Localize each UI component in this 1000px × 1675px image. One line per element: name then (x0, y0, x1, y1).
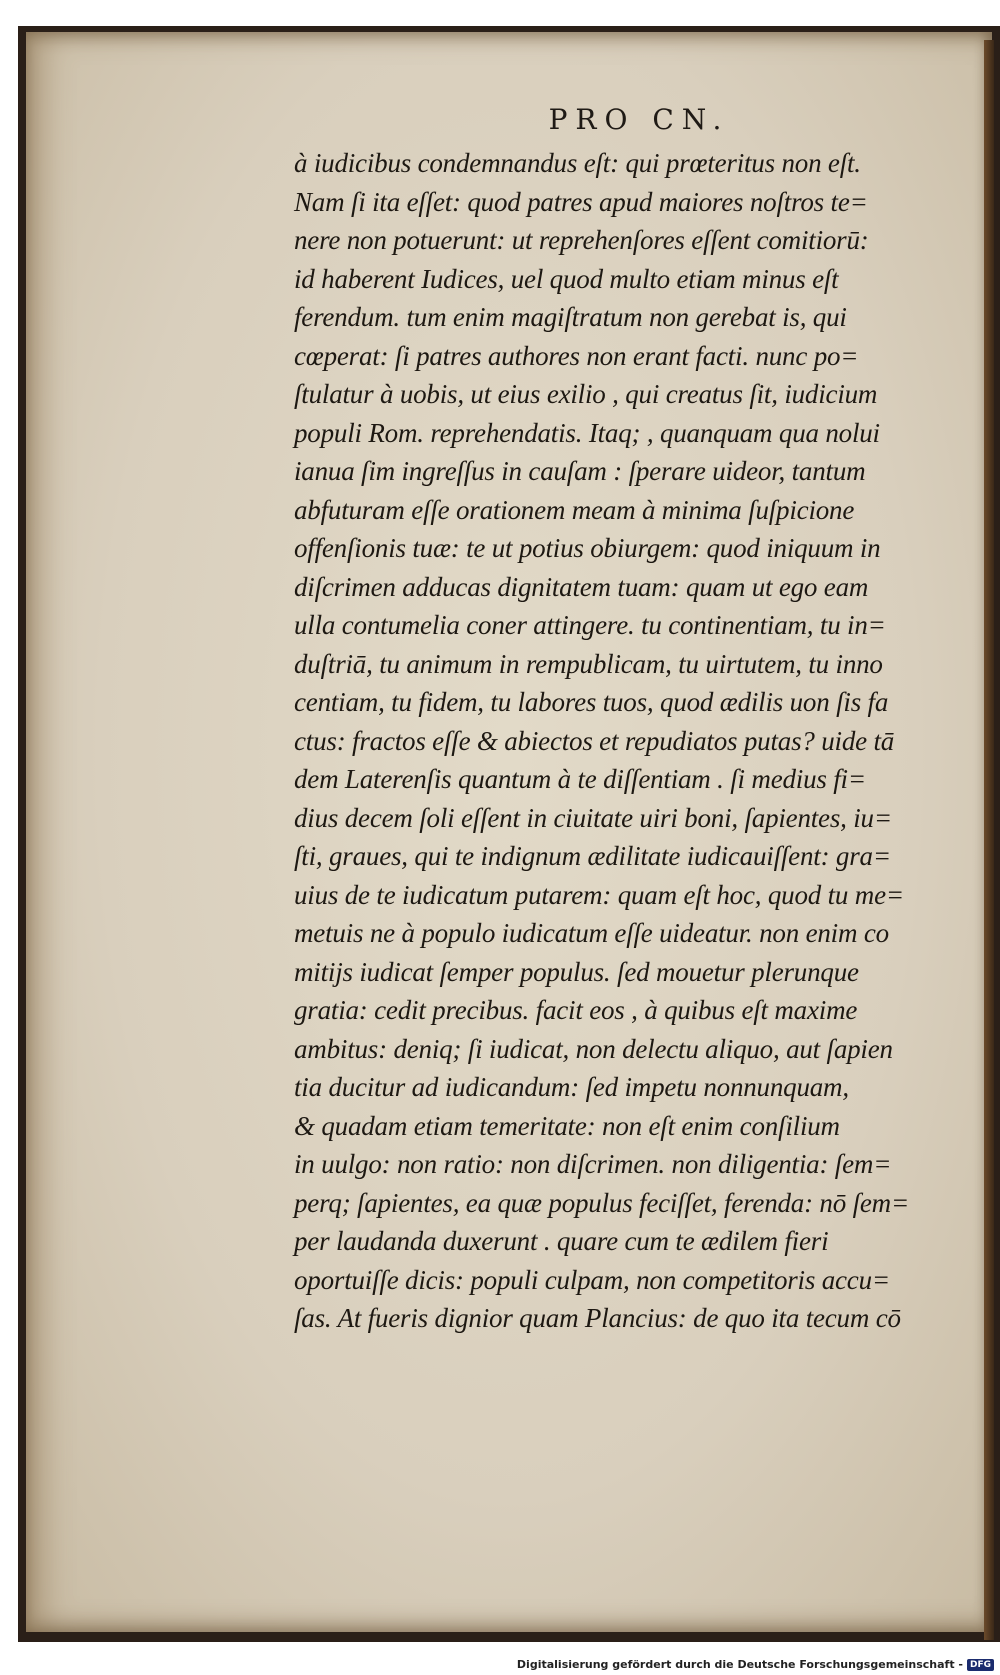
text-line: & quadam etiam temeritate: non eſt enim conſilium (294, 1110, 840, 1141)
text-line: abfuturam eſſe orationem meam à minima ſuſpicione (294, 494, 855, 525)
dfg-logo: DFG (967, 1659, 994, 1671)
text-line: mitijs iudicat ſemper populus. ſed mouetur plerunque (294, 956, 859, 987)
text-line: ſti, graues, qui te indignum ædilitate iudicauiſſent: gra= (294, 841, 891, 871)
text-line: id haberent Iudices, uel quod multo etiam minus eſt (294, 263, 839, 294)
text-line: ulla contumelia coner attingere. tu continentiam, tu in= (294, 610, 886, 640)
text-line: cœperat: ſi patres authores non erant facti. nunc po= (294, 340, 859, 371)
credit-text: Digitalisierung gefördert durch die Deutsche Forschungsgemeinschaft - (516, 1658, 963, 1671)
body-text (294, 144, 944, 1338)
text-line: uius de te iudicatum putarem: quam eſt hoc, quod tu me= (294, 879, 904, 910)
text-line: dem Laterenſis quantum à te diſſentiam . ſi medius fi= (294, 764, 866, 794)
text-line: ſtulatur à uobis, ut eius exilio , qui creatus ſit, iudicium (294, 379, 878, 409)
text-line: offenſionis tuæ: te ut potius obiurgem: quod iniquum in (294, 533, 881, 563)
text-line: diſcrimen adducas dignitatem tuam: quam ut ego eam (294, 571, 869, 602)
text-line: gratia: cedit precibus. facit eos , à quibus eſt maxime (294, 995, 858, 1025)
text-line: nere non potuerunt: ut reprehenſores eſſent comitiorū: (294, 225, 869, 255)
page-edge (984, 40, 994, 1640)
text-line: ambitus: deniq; ſi iudicat, non delectu aliquo, aut ſapien (294, 1033, 893, 1064)
text-line: à iudicibus condemnandus eſt: qui prœteritus non eſt. (294, 148, 861, 178)
text-line: ianua ſim ingreſſus in cauſam : ſperare uideor, tantum (294, 456, 866, 486)
text-block (294, 100, 944, 1338)
text-line: oportuiſſe dicis: populi culpam, non competitoris accu= (294, 1264, 890, 1295)
text-line: centiam, tu fidem, tu labores tuos, quod ædilis uon ſis fa (294, 687, 889, 717)
text-line: per laudanda duxerunt . quare cum te ædilem fieri (294, 1226, 829, 1256)
text-line: metuis ne à populo iudicatum eſſe uideatur. non enim co (294, 918, 889, 948)
text-line: ferendum. tum enim magiſtratum non gerebat is, qui (294, 302, 847, 332)
text-line: perq; ſapientes, ea quæ populus feciſſet, ferenda: nō ſem= (294, 1187, 909, 1218)
text-line: ctus: fractos eſſe & abiectos et repudiatos putas? uide tā (294, 725, 895, 756)
text-line: duſtriā, tu animum in rempublicam, tu uirtutem, tu inno (294, 648, 883, 679)
running-head: PRO CN. (548, 103, 730, 136)
text-line: ſas. At fueris dignior quam Plancius: de quo ita tecum cō (294, 1303, 901, 1333)
text-line: in uulgo: non ratio: non diſcrimen. non diligentia: ſem= (294, 1149, 892, 1179)
digitization-credit (517, 1658, 994, 1671)
text-line: tia ducitur ad iudicandum: ſed impetu nonnunquam, (294, 1072, 849, 1102)
text-line: dius decem ſoli eſſent in ciuitate uiri boni, ſapientes, iu= (294, 802, 892, 833)
text-line: Nam ſi ita eſſet: quod patres apud maiores noſtros te= (294, 186, 868, 217)
text-line: populi Rom. reprehendatis. Itaq; , quanquam qua nolui (294, 417, 880, 448)
